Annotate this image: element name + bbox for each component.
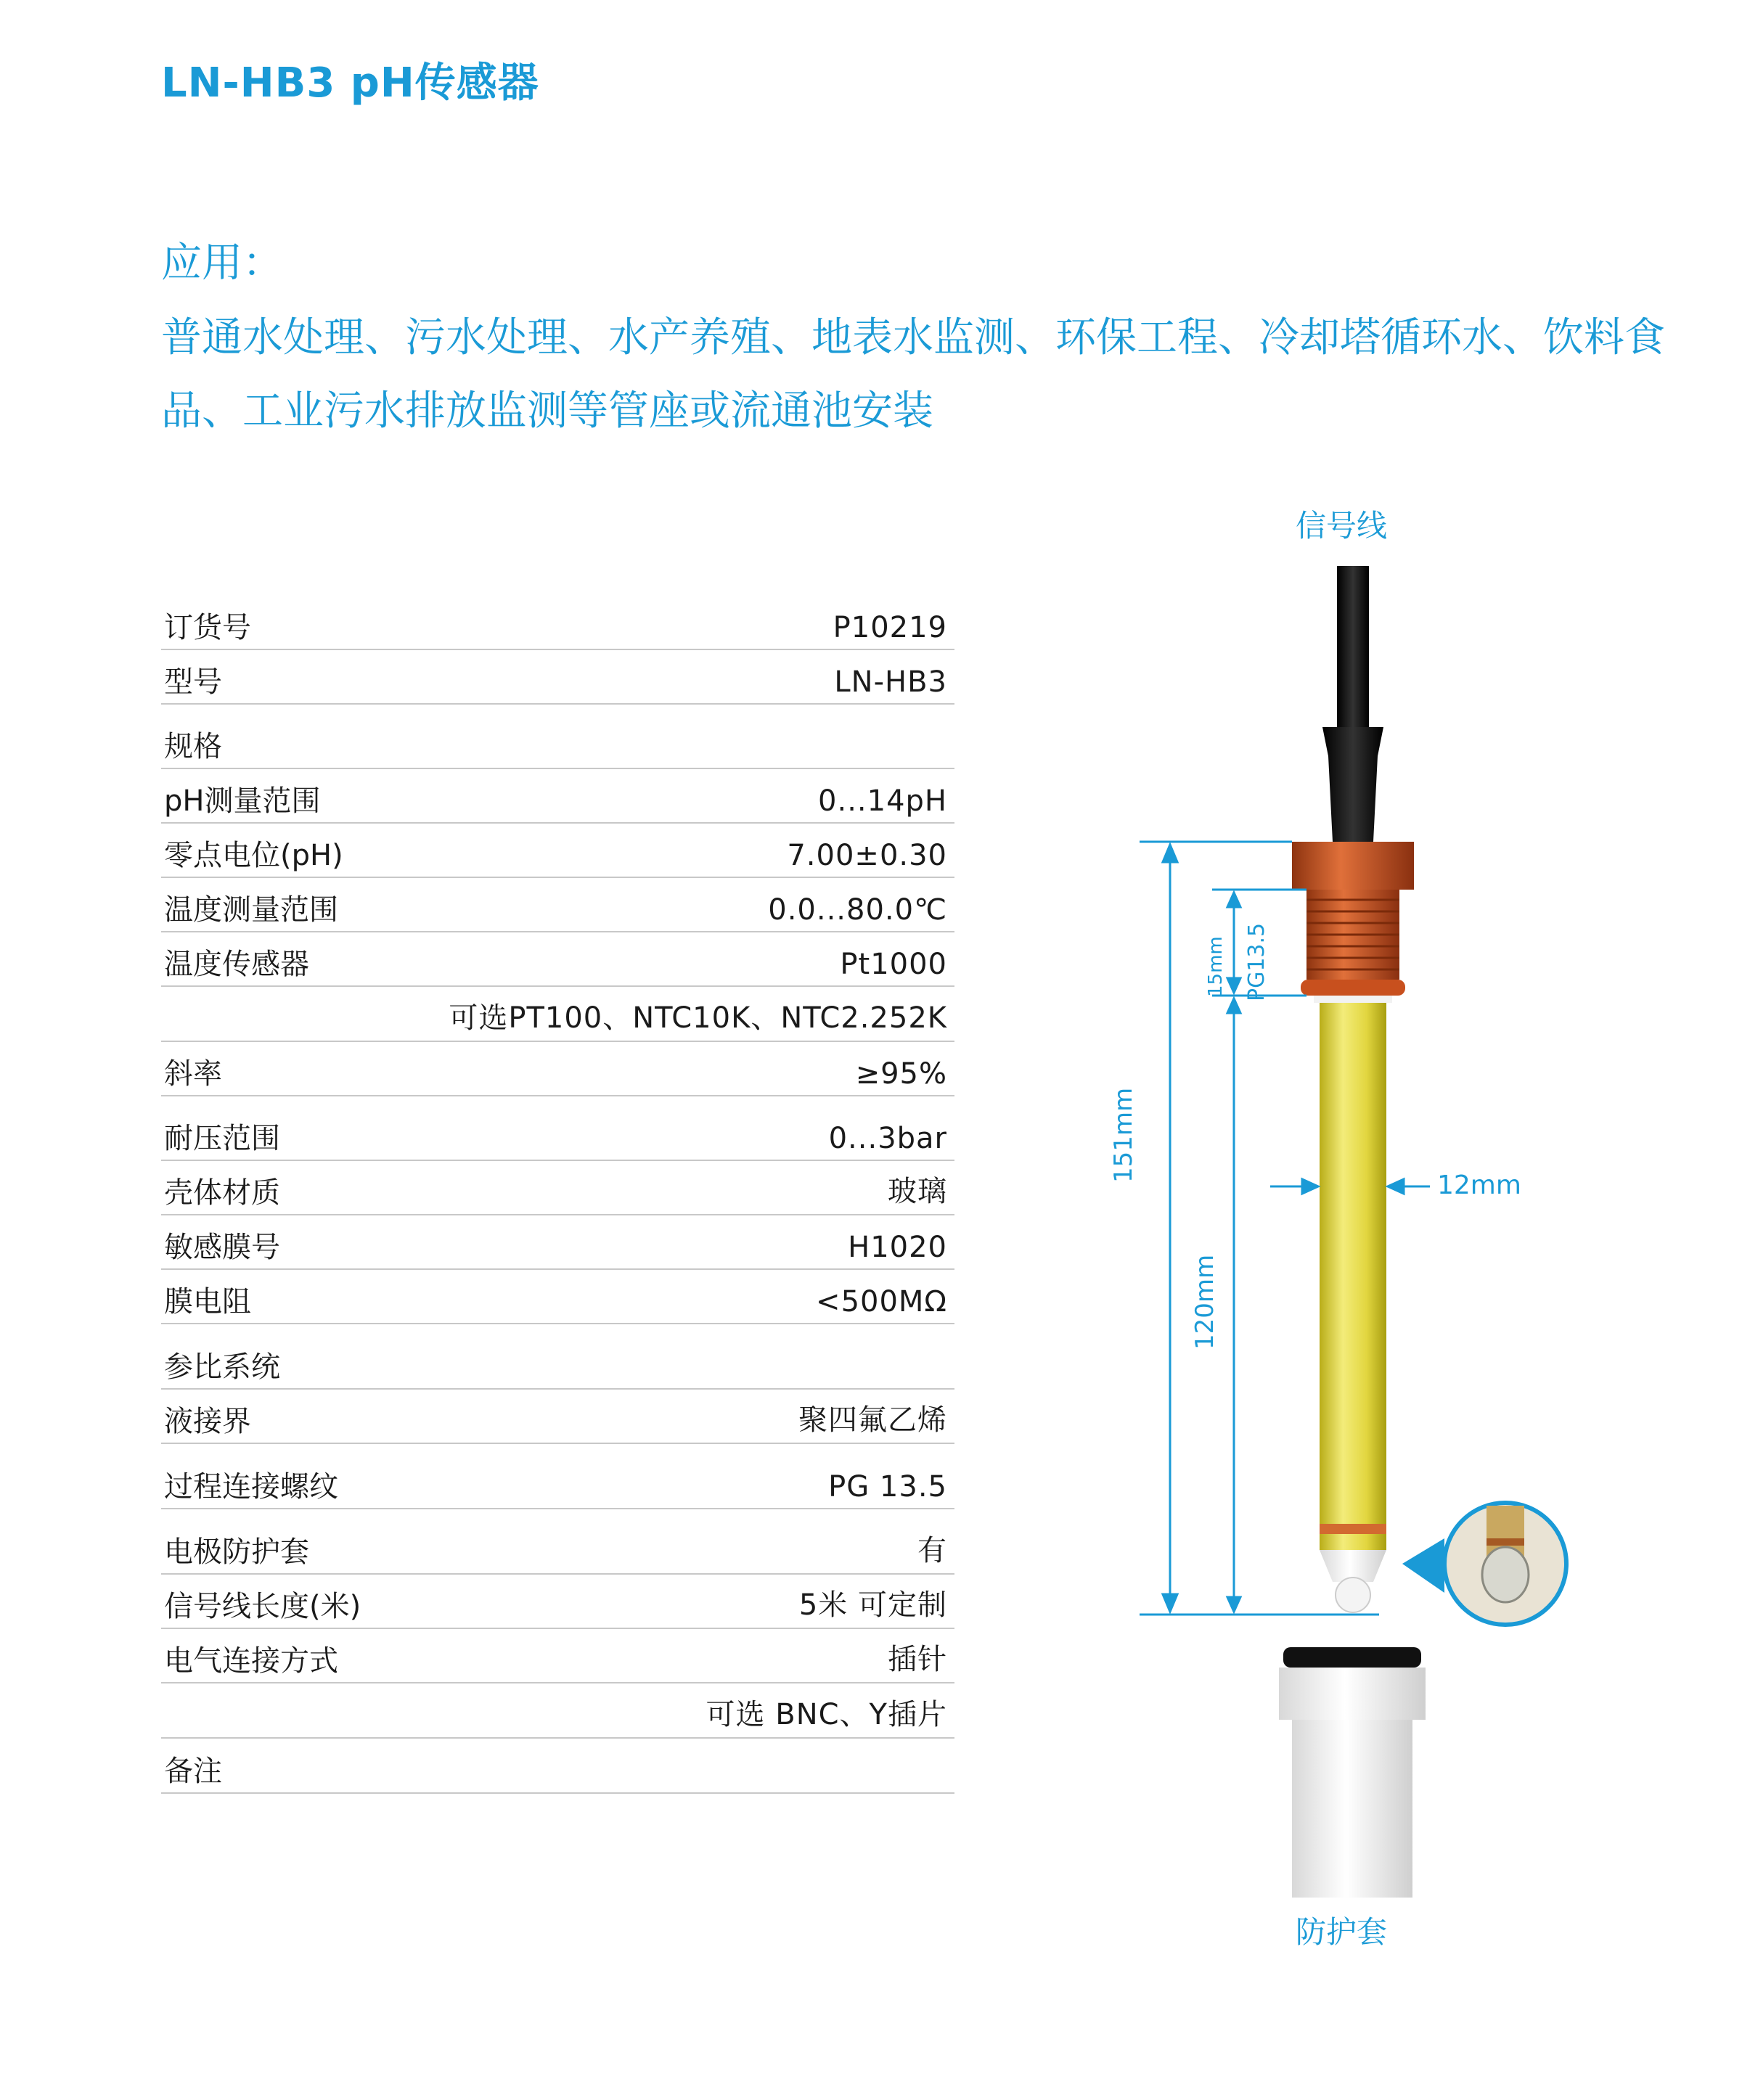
spec-row — [161, 1117, 954, 1161]
spec-label: pH测量范围 — [164, 784, 321, 818]
spec-row — [161, 1640, 954, 1683]
spec-value: P10219 — [833, 611, 947, 644]
glass-lower — [1320, 1509, 1386, 1524]
dim-diameter: 12mm — [1437, 1170, 1521, 1200]
application-text: 普通水处理、污水处理、水产养殖、地表水监测、环保工程、冷却塔循环水、饮料食品、工业污水排放监测等管座或流通池安装 — [161, 314, 1665, 435]
spec-value: H1020 — [848, 1231, 947, 1264]
tip-detail-band — [1487, 1538, 1524, 1546]
callout-pointer — [1402, 1538, 1444, 1593]
o-ring — [1301, 980, 1405, 996]
cable-strain-relief — [1322, 727, 1383, 842]
glass-lower-2 — [1320, 1534, 1386, 1550]
spec-row — [161, 1346, 954, 1390]
spec-label: 温度传感器 — [164, 948, 309, 981]
spec-row — [161, 780, 954, 824]
spec-label: 参比系统 — [164, 1350, 280, 1384]
dim-thread-size: PG13.5 — [1244, 922, 1269, 1001]
spec-value: 5米 可定制 — [798, 1588, 947, 1622]
spec-row — [161, 1226, 954, 1270]
spec-value: 0.0...80.0℃ — [768, 893, 947, 927]
spec-label: 膜电阻 — [164, 1285, 251, 1318]
sensor-diagram — [1089, 493, 1742, 2090]
spec-label: 型号 — [164, 665, 222, 699]
glass-body — [1320, 1003, 1386, 1509]
spec-row — [161, 1053, 954, 1096]
spec-value: 可选 BNC、Y插片 — [706, 1698, 947, 1731]
cap-rim — [1283, 1647, 1421, 1668]
dim-thread-length: 15mm — [1205, 936, 1227, 997]
spec-label: 电极防护套 — [164, 1535, 309, 1569]
spec-row — [161, 998, 954, 1042]
spec-label: 温度测量范围 — [164, 893, 338, 927]
spec-value: Pt1000 — [840, 948, 947, 981]
cap-body — [1292, 1720, 1412, 1898]
signal-cable — [1337, 566, 1369, 727]
o-ring-gap — [1314, 996, 1392, 1003]
spec-row — [161, 1281, 954, 1324]
thread-head — [1292, 842, 1414, 890]
spec-label: 零点电位(pH) — [164, 839, 343, 872]
spec-value: 有 — [917, 1534, 947, 1567]
dim-total-length: 151mm — [1109, 1087, 1138, 1183]
spec-label: 过程连接螺纹 — [164, 1470, 338, 1504]
spec-label: 电气连接方式 — [164, 1644, 338, 1678]
spec-row — [161, 1695, 954, 1739]
tip-detail-bulb — [1482, 1547, 1529, 1602]
glass-bulb — [1336, 1578, 1370, 1612]
spec-value: <500MΩ — [816, 1285, 947, 1318]
spec-value: 玻璃 — [888, 1175, 947, 1208]
spec-row — [161, 1172, 954, 1215]
cable-label: 信号线 — [1296, 508, 1388, 544]
spec-row — [161, 607, 954, 650]
application-heading: 应用： — [161, 239, 283, 287]
spec-value: LN-HB3 — [834, 665, 947, 699]
spec-label: 耐压范围 — [164, 1122, 280, 1155]
spec-row — [161, 726, 954, 769]
spec-label: 订货号 — [164, 611, 251, 644]
dim-body-length: 120mm — [1190, 1254, 1219, 1350]
junction-band — [1320, 1524, 1386, 1534]
spec-row — [161, 1531, 954, 1575]
spec-row — [161, 943, 954, 987]
spec-value: PG 13.5 — [828, 1470, 947, 1504]
cap-label: 防护套 — [1296, 1914, 1388, 1950]
spec-value: 7.00±0.30 — [787, 839, 947, 872]
spec-row — [161, 661, 954, 705]
spec-value: 0...14pH — [818, 784, 947, 818]
spec-value: 可选PT100、NTC10K、NTC2.252K — [449, 1001, 947, 1035]
spec-label: 斜率 — [164, 1057, 222, 1091]
page-title: LN-HB3 pH传感器 — [161, 60, 539, 107]
spec-label: 备注 — [164, 1755, 222, 1788]
spec-value: 聚四氟乙烯 — [798, 1403, 947, 1437]
spec-label: 液接界 — [164, 1405, 251, 1438]
spec-label: 规格 — [164, 730, 222, 763]
spec-value: ≥95% — [855, 1057, 947, 1091]
cap-collar — [1279, 1668, 1426, 1720]
spec-label: 壳体材质 — [164, 1176, 280, 1210]
spec-label: 敏感膜号 — [164, 1231, 280, 1264]
sensor-drawing — [1089, 493, 1742, 2090]
spec-row — [161, 1750, 954, 1794]
spec-row — [161, 1400, 954, 1444]
spec-row — [161, 834, 954, 878]
spec-row — [161, 1586, 954, 1629]
spec-row — [161, 1466, 954, 1509]
spec-label: 信号线长度(米) — [164, 1590, 361, 1623]
spec-row — [161, 889, 954, 932]
spec-value: 插针 — [888, 1643, 947, 1676]
spec-value: 0...3bar — [828, 1122, 947, 1155]
